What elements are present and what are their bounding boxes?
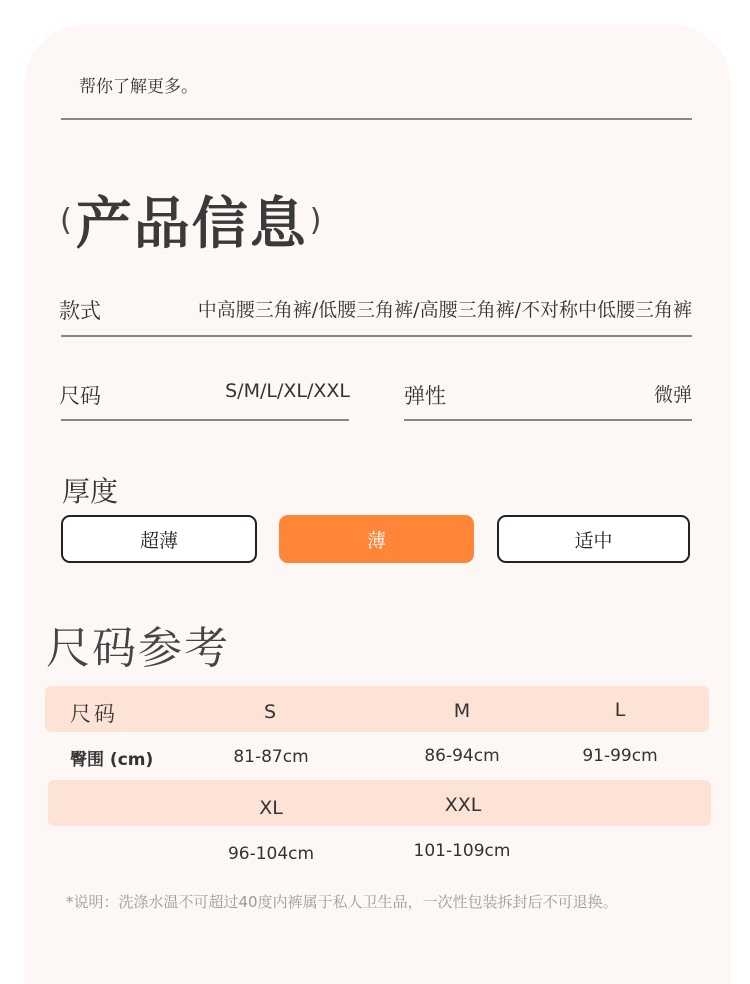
hip-l: 91-99cm xyxy=(582,746,658,766)
size-xl: XL xyxy=(259,797,283,819)
thickness-label: 厚度 xyxy=(62,475,119,508)
footnote: *说明：洗涤水温不可超过40度内裤属于私人卫生品，一次性包装拆封后不可退换。 xyxy=(66,893,618,911)
title-paren-left: ( xyxy=(60,202,74,238)
divider xyxy=(61,118,692,120)
size-xxl: XXL xyxy=(444,794,482,816)
size-s: S xyxy=(263,701,277,723)
intro-text: 帮你了解更多。 xyxy=(79,77,198,97)
thickness-option-thin[interactable]: 薄 xyxy=(279,515,474,563)
hip-xl: 96-104cm xyxy=(227,844,315,864)
product-info-title xyxy=(58,180,325,260)
title-paren-right: ) xyxy=(309,202,324,238)
elasticity-label: 弹性 xyxy=(404,384,446,408)
product-card xyxy=(24,24,731,984)
elasticity-divider xyxy=(404,419,692,421)
size-m: M xyxy=(453,700,471,722)
size-row-label: 尺码 xyxy=(70,702,118,726)
hip-s: 81-87cm xyxy=(233,747,309,767)
hip-xxl: 101-109cm xyxy=(413,841,511,861)
thickness-option-medium[interactable]: 适中 xyxy=(497,515,690,563)
style-value: 中高腰三角裤/低腰三角裤/高腰三角裤/不对称中低腰三角裤 xyxy=(197,299,692,321)
size-reference-title: 尺码参考 xyxy=(46,623,230,674)
hip-m: 86-94cm xyxy=(424,746,500,766)
size-label: 尺码 xyxy=(59,384,101,408)
hip-label: 臀围 (cm) xyxy=(70,750,154,770)
style-divider xyxy=(61,335,692,337)
size-l: L xyxy=(614,699,626,721)
size-value: S/M/L/XL/XXL xyxy=(225,380,350,402)
thickness-option-ultra-thin[interactable]: 超薄 xyxy=(61,515,257,563)
size-divider xyxy=(61,419,349,421)
size-row2-band xyxy=(48,780,711,826)
elasticity-value: 微弹 xyxy=(653,384,692,406)
product-info-title-text: 产品信息 xyxy=(75,192,308,257)
style-label: 款式 xyxy=(59,299,101,323)
